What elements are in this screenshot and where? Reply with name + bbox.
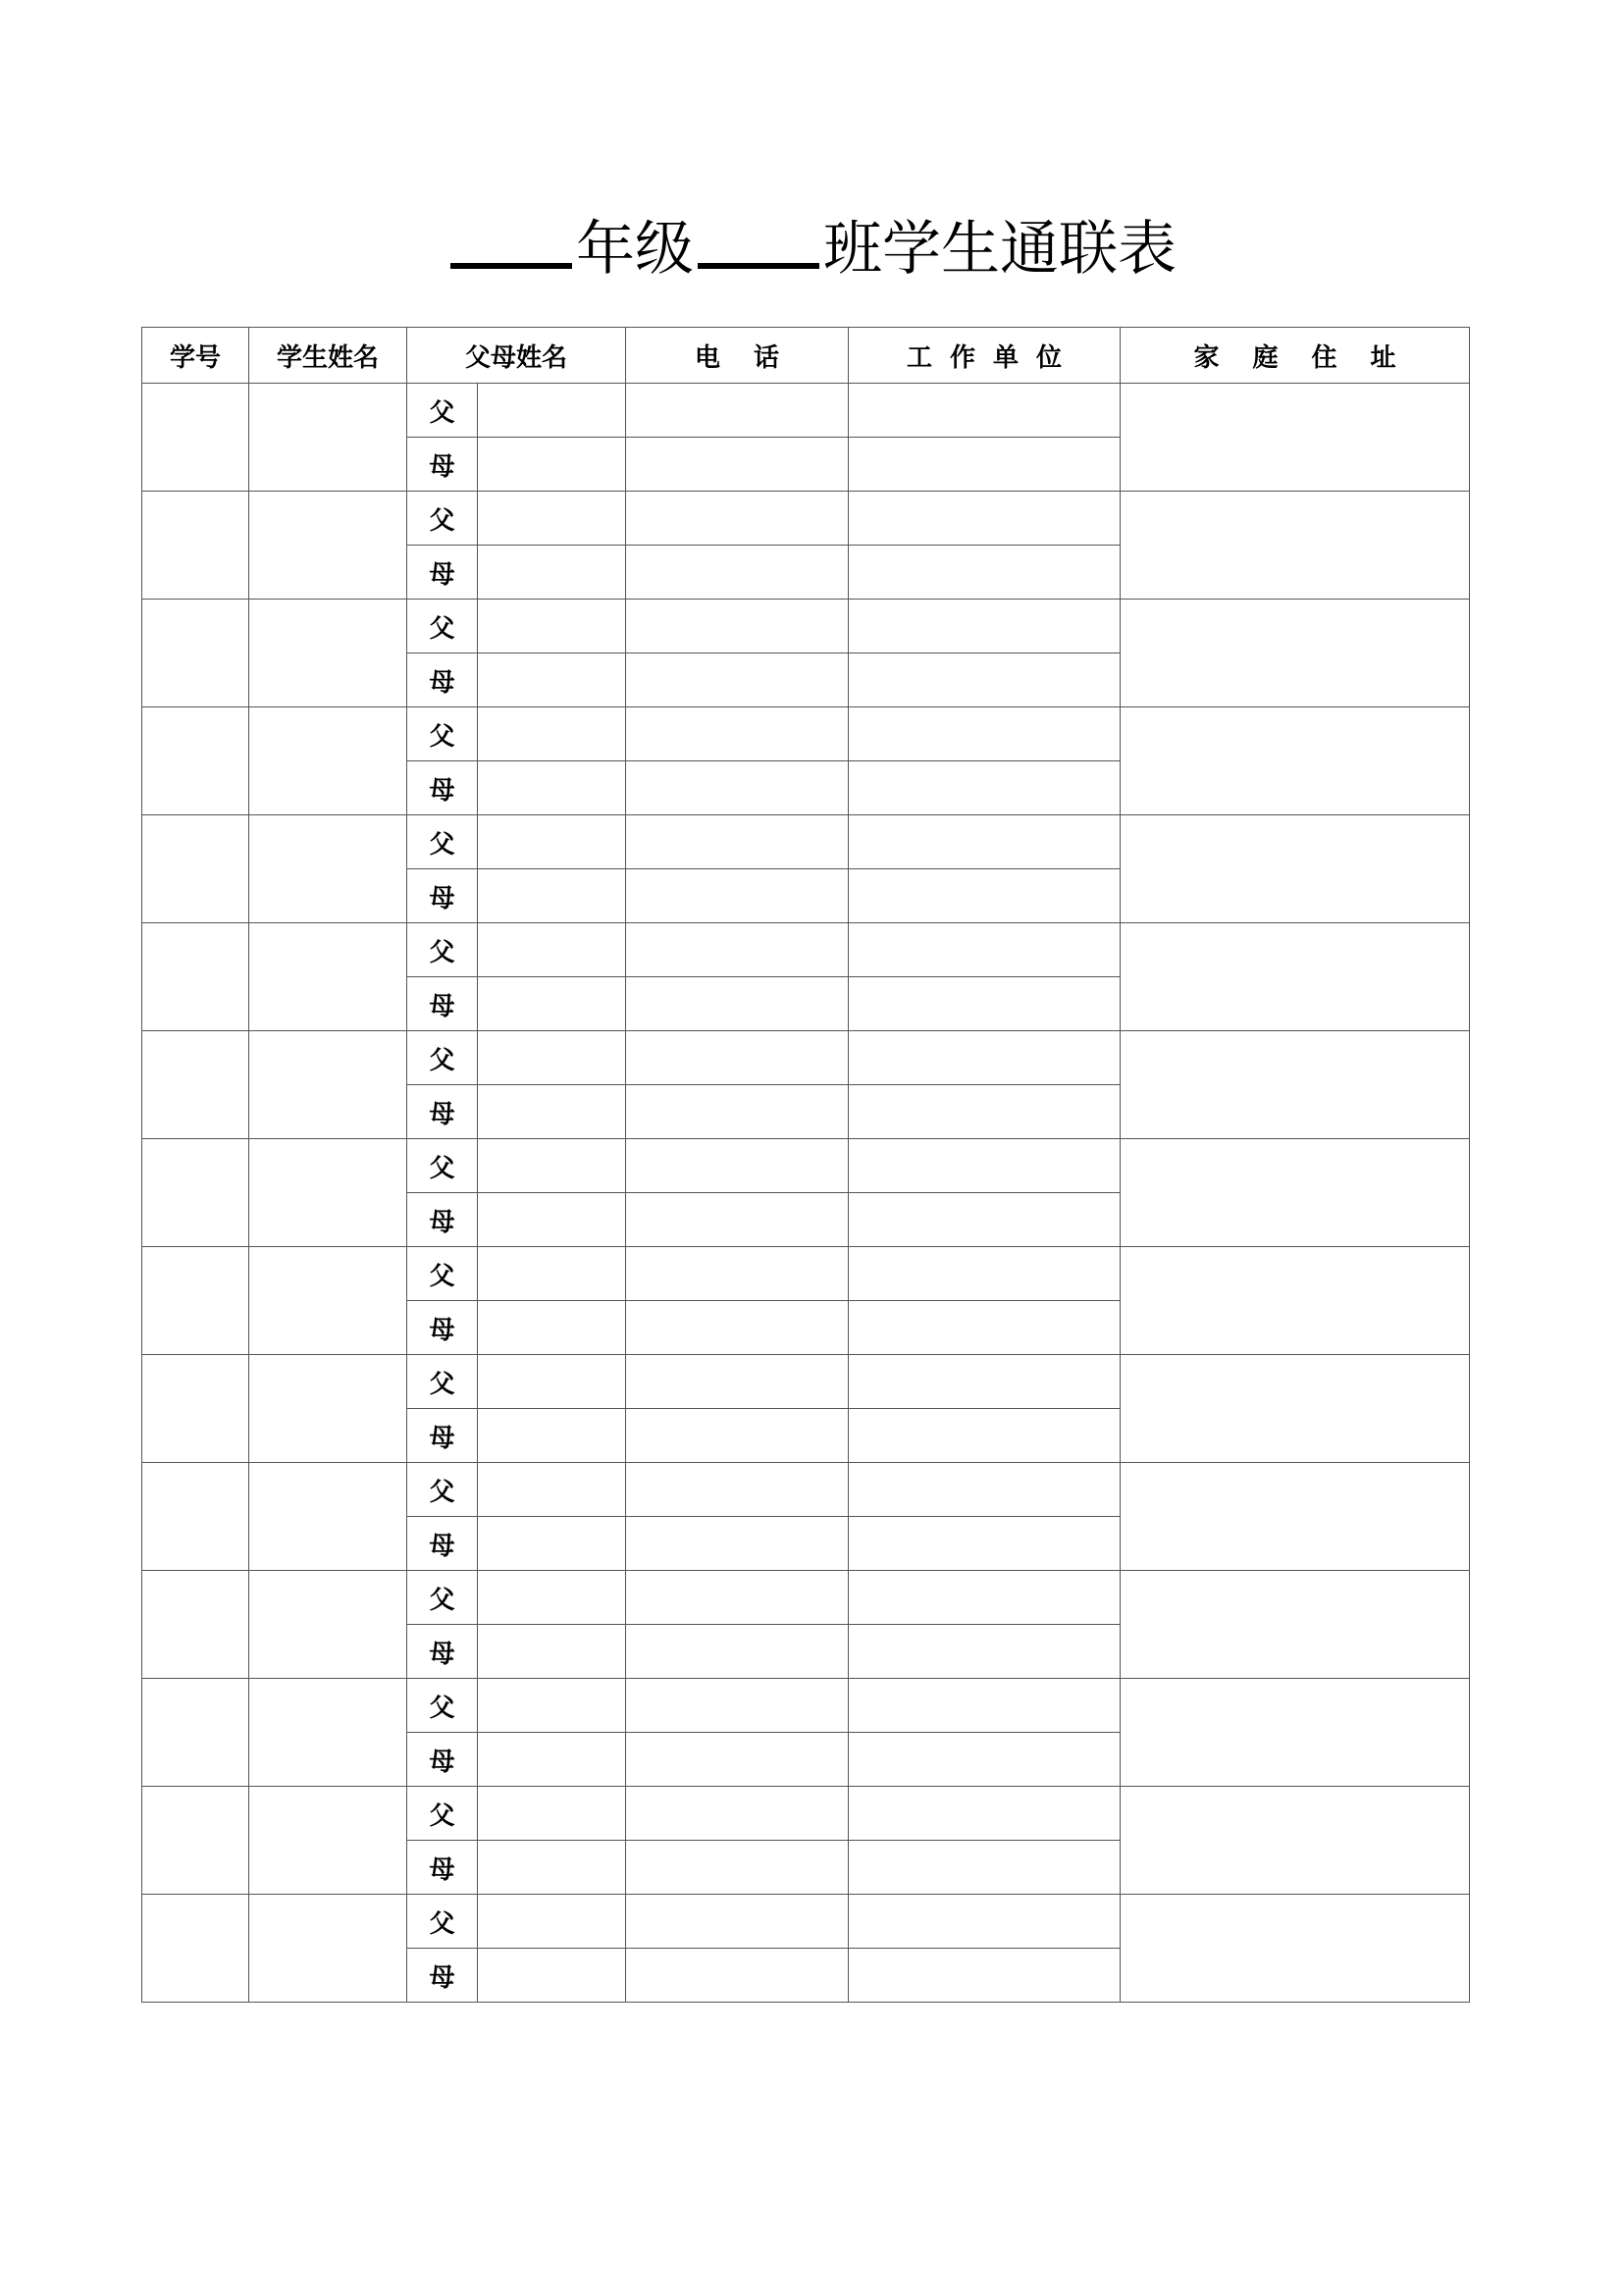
mother-label: 母 bbox=[407, 1733, 478, 1787]
mother-name-cell[interactable] bbox=[478, 761, 626, 815]
father-phone-cell[interactable] bbox=[626, 600, 849, 653]
father-name-cell[interactable] bbox=[478, 600, 626, 653]
student-id-cell[interactable] bbox=[142, 923, 249, 1031]
mother-workplace-cell[interactable] bbox=[849, 1085, 1121, 1139]
father-label: 父 bbox=[407, 1139, 478, 1193]
mother-name-cell[interactable] bbox=[478, 1625, 626, 1679]
father-workplace-cell[interactable] bbox=[849, 1031, 1121, 1085]
father-workplace-cell[interactable] bbox=[849, 1571, 1121, 1625]
mother-name-cell[interactable] bbox=[478, 977, 626, 1031]
mother-label: 母 bbox=[407, 1085, 478, 1139]
student-id-cell[interactable] bbox=[142, 600, 249, 707]
student-row-father bbox=[142, 1571, 1470, 1625]
mother-phone-cell[interactable] bbox=[626, 1733, 849, 1787]
father-name-cell[interactable] bbox=[478, 1895, 626, 1949]
address-cell[interactable] bbox=[1121, 1139, 1470, 1247]
father-name-cell[interactable] bbox=[478, 492, 626, 546]
father-phone-cell[interactable] bbox=[626, 1139, 849, 1193]
mother-phone-cell[interactable] bbox=[626, 1409, 849, 1463]
mother-phone-cell[interactable] bbox=[626, 977, 849, 1031]
father-phone-cell[interactable] bbox=[626, 1247, 849, 1301]
student-name-cell[interactable] bbox=[249, 600, 407, 707]
student-row-father bbox=[142, 492, 1470, 546]
father-workplace-cell[interactable] bbox=[849, 1679, 1121, 1733]
student-name-cell[interactable] bbox=[249, 1355, 407, 1463]
father-phone-cell[interactable] bbox=[626, 1355, 849, 1409]
father-phone-cell[interactable] bbox=[626, 1895, 849, 1949]
father-workplace-cell[interactable] bbox=[849, 815, 1121, 869]
mother-workplace-cell[interactable] bbox=[849, 438, 1121, 492]
mother-phone-cell[interactable] bbox=[626, 653, 849, 707]
student-id-cell[interactable] bbox=[142, 1139, 249, 1247]
student-name-cell[interactable] bbox=[249, 492, 407, 600]
student-row-father bbox=[142, 1355, 1470, 1409]
address-cell[interactable] bbox=[1121, 384, 1470, 492]
student-row-father bbox=[142, 1031, 1470, 1085]
father-name-cell[interactable] bbox=[478, 707, 626, 761]
address-cell[interactable] bbox=[1121, 1247, 1470, 1355]
mother-phone-cell[interactable] bbox=[626, 869, 849, 923]
mother-name-cell[interactable] bbox=[478, 438, 626, 492]
student-id-cell[interactable] bbox=[142, 1895, 249, 2003]
mother-label: 母 bbox=[407, 1517, 478, 1571]
mother-workplace-cell[interactable] bbox=[849, 1409, 1121, 1463]
mother-workplace-cell[interactable] bbox=[849, 869, 1121, 923]
father-label: 父 bbox=[407, 1355, 478, 1409]
address-cell[interactable] bbox=[1121, 1787, 1470, 1895]
mother-name-cell[interactable] bbox=[478, 1841, 626, 1895]
mother-workplace-cell[interactable] bbox=[849, 653, 1121, 707]
header-address: 家庭住址 bbox=[1121, 328, 1470, 384]
father-label: 父 bbox=[407, 600, 478, 653]
mother-name-cell[interactable] bbox=[478, 1733, 626, 1787]
student-row-father bbox=[142, 1463, 1470, 1517]
grade-blank[interactable] bbox=[450, 204, 572, 269]
student-id-cell[interactable] bbox=[142, 384, 249, 492]
address-cell[interactable] bbox=[1121, 1895, 1470, 2003]
father-phone-cell[interactable] bbox=[626, 1463, 849, 1517]
student-row-father bbox=[142, 600, 1470, 653]
mother-phone-cell[interactable] bbox=[626, 761, 849, 815]
table-body bbox=[142, 384, 1470, 2003]
mother-phone-cell[interactable] bbox=[626, 1841, 849, 1895]
father-phone-cell[interactable] bbox=[626, 492, 849, 546]
header-student-name: 学生姓名 bbox=[249, 328, 407, 384]
student-id-cell[interactable] bbox=[142, 1571, 249, 1679]
father-workplace-cell[interactable] bbox=[849, 492, 1121, 546]
father-label: 父 bbox=[407, 923, 478, 977]
father-phone-cell[interactable] bbox=[626, 707, 849, 761]
address-cell[interactable] bbox=[1121, 492, 1470, 600]
student-id-cell[interactable] bbox=[142, 707, 249, 815]
father-name-cell[interactable] bbox=[478, 1139, 626, 1193]
student-row-father bbox=[142, 1139, 1470, 1193]
father-name-cell[interactable] bbox=[478, 1247, 626, 1301]
father-name-cell[interactable] bbox=[478, 815, 626, 869]
class-title-label: 班学生通联表 bbox=[823, 215, 1177, 284]
student-row-father bbox=[142, 1679, 1470, 1733]
mother-label: 母 bbox=[407, 653, 478, 707]
father-label: 父 bbox=[407, 1571, 478, 1625]
mother-workplace-cell[interactable] bbox=[849, 1841, 1121, 1895]
student-name-cell[interactable] bbox=[249, 1247, 407, 1355]
father-phone-cell[interactable] bbox=[626, 1679, 849, 1733]
mother-name-cell[interactable] bbox=[478, 1949, 626, 2003]
father-label: 父 bbox=[407, 1679, 478, 1733]
page-title bbox=[0, 204, 1623, 288]
mother-label: 母 bbox=[407, 1625, 478, 1679]
mother-phone-cell[interactable] bbox=[626, 1085, 849, 1139]
mother-label: 母 bbox=[407, 977, 478, 1031]
father-name-cell[interactable] bbox=[478, 384, 626, 438]
grade-label: 年级 bbox=[576, 215, 694, 284]
student-row-father bbox=[142, 1895, 1470, 1949]
mother-name-cell[interactable] bbox=[478, 653, 626, 707]
father-workplace-cell[interactable] bbox=[849, 1139, 1121, 1193]
address-cell[interactable] bbox=[1121, 1355, 1470, 1463]
mother-label: 母 bbox=[407, 1409, 478, 1463]
address-cell[interactable] bbox=[1121, 815, 1470, 923]
father-name-cell[interactable] bbox=[478, 923, 626, 977]
student-id-cell[interactable] bbox=[142, 815, 249, 923]
student-id-cell[interactable] bbox=[142, 1787, 249, 1895]
father-label: 父 bbox=[407, 1031, 478, 1085]
student-name-cell[interactable] bbox=[249, 815, 407, 923]
mother-name-cell[interactable] bbox=[478, 869, 626, 923]
mother-label: 母 bbox=[407, 1301, 478, 1355]
student-row-father bbox=[142, 923, 1470, 977]
father-label: 父 bbox=[407, 492, 478, 546]
address-cell[interactable] bbox=[1121, 1571, 1470, 1679]
mother-workplace-cell[interactable] bbox=[849, 1625, 1121, 1679]
mother-workplace-cell[interactable] bbox=[849, 1733, 1121, 1787]
father-name-cell[interactable] bbox=[478, 1355, 626, 1409]
father-label: 父 bbox=[407, 707, 478, 761]
mother-label: 母 bbox=[407, 546, 478, 600]
student-name-cell[interactable] bbox=[249, 384, 407, 492]
mother-name-cell[interactable] bbox=[478, 546, 626, 600]
student-id-cell[interactable] bbox=[142, 492, 249, 600]
father-phone-cell[interactable] bbox=[626, 1571, 849, 1625]
father-label: 父 bbox=[407, 1895, 478, 1949]
student-name-cell[interactable] bbox=[249, 1679, 407, 1787]
father-phone-cell[interactable] bbox=[626, 923, 849, 977]
father-name-cell[interactable] bbox=[478, 1787, 626, 1841]
father-workplace-cell[interactable] bbox=[849, 384, 1121, 438]
father-name-cell[interactable] bbox=[478, 1571, 626, 1625]
mother-phone-cell[interactable] bbox=[626, 1301, 849, 1355]
mother-name-cell[interactable] bbox=[478, 1301, 626, 1355]
student-name-cell[interactable] bbox=[249, 1031, 407, 1139]
mother-workplace-cell[interactable] bbox=[849, 761, 1121, 815]
header-workplace: 工作单位 bbox=[849, 328, 1121, 384]
father-workplace-cell[interactable] bbox=[849, 1247, 1121, 1301]
class-blank[interactable] bbox=[698, 204, 819, 269]
student-row-father bbox=[142, 815, 1470, 869]
father-workplace-cell[interactable] bbox=[849, 1355, 1121, 1409]
student-id-cell[interactable] bbox=[142, 1031, 249, 1139]
mother-phone-cell[interactable] bbox=[626, 546, 849, 600]
mother-name-cell[interactable] bbox=[478, 1085, 626, 1139]
header-parent-name: 父母姓名 bbox=[407, 328, 626, 384]
student-row-father bbox=[142, 707, 1470, 761]
address-cell[interactable] bbox=[1121, 1679, 1470, 1787]
mother-workplace-cell[interactable] bbox=[849, 977, 1121, 1031]
student-name-cell[interactable] bbox=[249, 1139, 407, 1247]
father-workplace-cell[interactable] bbox=[849, 1463, 1121, 1517]
mother-label: 母 bbox=[407, 438, 478, 492]
father-label: 父 bbox=[407, 1787, 478, 1841]
father-workplace-cell[interactable] bbox=[849, 1787, 1121, 1841]
father-phone-cell[interactable] bbox=[626, 1031, 849, 1085]
mother-phone-cell[interactable] bbox=[626, 1949, 849, 2003]
mother-phone-cell[interactable] bbox=[626, 438, 849, 492]
mother-label: 母 bbox=[407, 761, 478, 815]
student-id-cell[interactable] bbox=[142, 1247, 249, 1355]
father-workplace-cell[interactable] bbox=[849, 923, 1121, 977]
student-row-father bbox=[142, 384, 1470, 438]
father-label: 父 bbox=[407, 1463, 478, 1517]
mother-name-cell[interactable] bbox=[478, 1517, 626, 1571]
address-cell[interactable] bbox=[1121, 923, 1470, 1031]
mother-workplace-cell[interactable] bbox=[849, 546, 1121, 600]
student-row-father bbox=[142, 1787, 1470, 1841]
mother-phone-cell[interactable] bbox=[626, 1625, 849, 1679]
father-name-cell[interactable] bbox=[478, 1031, 626, 1085]
student-name-cell[interactable] bbox=[249, 1463, 407, 1571]
header-student-id: 学号 bbox=[142, 328, 249, 384]
mother-name-cell[interactable] bbox=[478, 1193, 626, 1247]
father-label: 父 bbox=[407, 384, 478, 438]
father-label: 父 bbox=[407, 1247, 478, 1301]
father-name-cell[interactable] bbox=[478, 1463, 626, 1517]
address-cell[interactable] bbox=[1121, 600, 1470, 707]
father-phone-cell[interactable] bbox=[626, 1787, 849, 1841]
father-workplace-cell[interactable] bbox=[849, 1895, 1121, 1949]
mother-workplace-cell[interactable] bbox=[849, 1193, 1121, 1247]
father-label: 父 bbox=[407, 815, 478, 869]
address-cell[interactable] bbox=[1121, 707, 1470, 815]
address-cell[interactable] bbox=[1121, 1463, 1470, 1571]
mother-label: 母 bbox=[407, 1193, 478, 1247]
father-phone-cell[interactable] bbox=[626, 815, 849, 869]
address-cell[interactable] bbox=[1121, 1031, 1470, 1139]
mother-label: 母 bbox=[407, 1841, 478, 1895]
mother-label: 母 bbox=[407, 869, 478, 923]
father-workplace-cell[interactable] bbox=[849, 600, 1121, 653]
student-name-cell[interactable] bbox=[249, 707, 407, 815]
student-name-cell[interactable] bbox=[249, 1571, 407, 1679]
father-phone-cell[interactable] bbox=[626, 384, 849, 438]
student-id-cell[interactable] bbox=[142, 1679, 249, 1787]
header-phone: 电话 bbox=[626, 328, 849, 384]
student-id-cell[interactable] bbox=[142, 1355, 249, 1463]
header-row bbox=[142, 328, 1470, 384]
mother-workplace-cell[interactable] bbox=[849, 1949, 1121, 2003]
mother-phone-cell[interactable] bbox=[626, 1517, 849, 1571]
mother-workplace-cell[interactable] bbox=[849, 1517, 1121, 1571]
father-name-cell[interactable] bbox=[478, 1679, 626, 1733]
mother-name-cell[interactable] bbox=[478, 1409, 626, 1463]
student-row-father bbox=[142, 1247, 1470, 1301]
mother-workplace-cell[interactable] bbox=[849, 1301, 1121, 1355]
student-id-cell[interactable] bbox=[142, 1463, 249, 1571]
father-workplace-cell[interactable] bbox=[849, 707, 1121, 761]
student-name-cell[interactable] bbox=[249, 1787, 407, 1895]
mother-label: 母 bbox=[407, 1949, 478, 2003]
contact-table bbox=[141, 327, 1470, 2003]
mother-phone-cell[interactable] bbox=[626, 1193, 849, 1247]
student-name-cell[interactable] bbox=[249, 923, 407, 1031]
student-name-cell[interactable] bbox=[249, 1895, 407, 2003]
